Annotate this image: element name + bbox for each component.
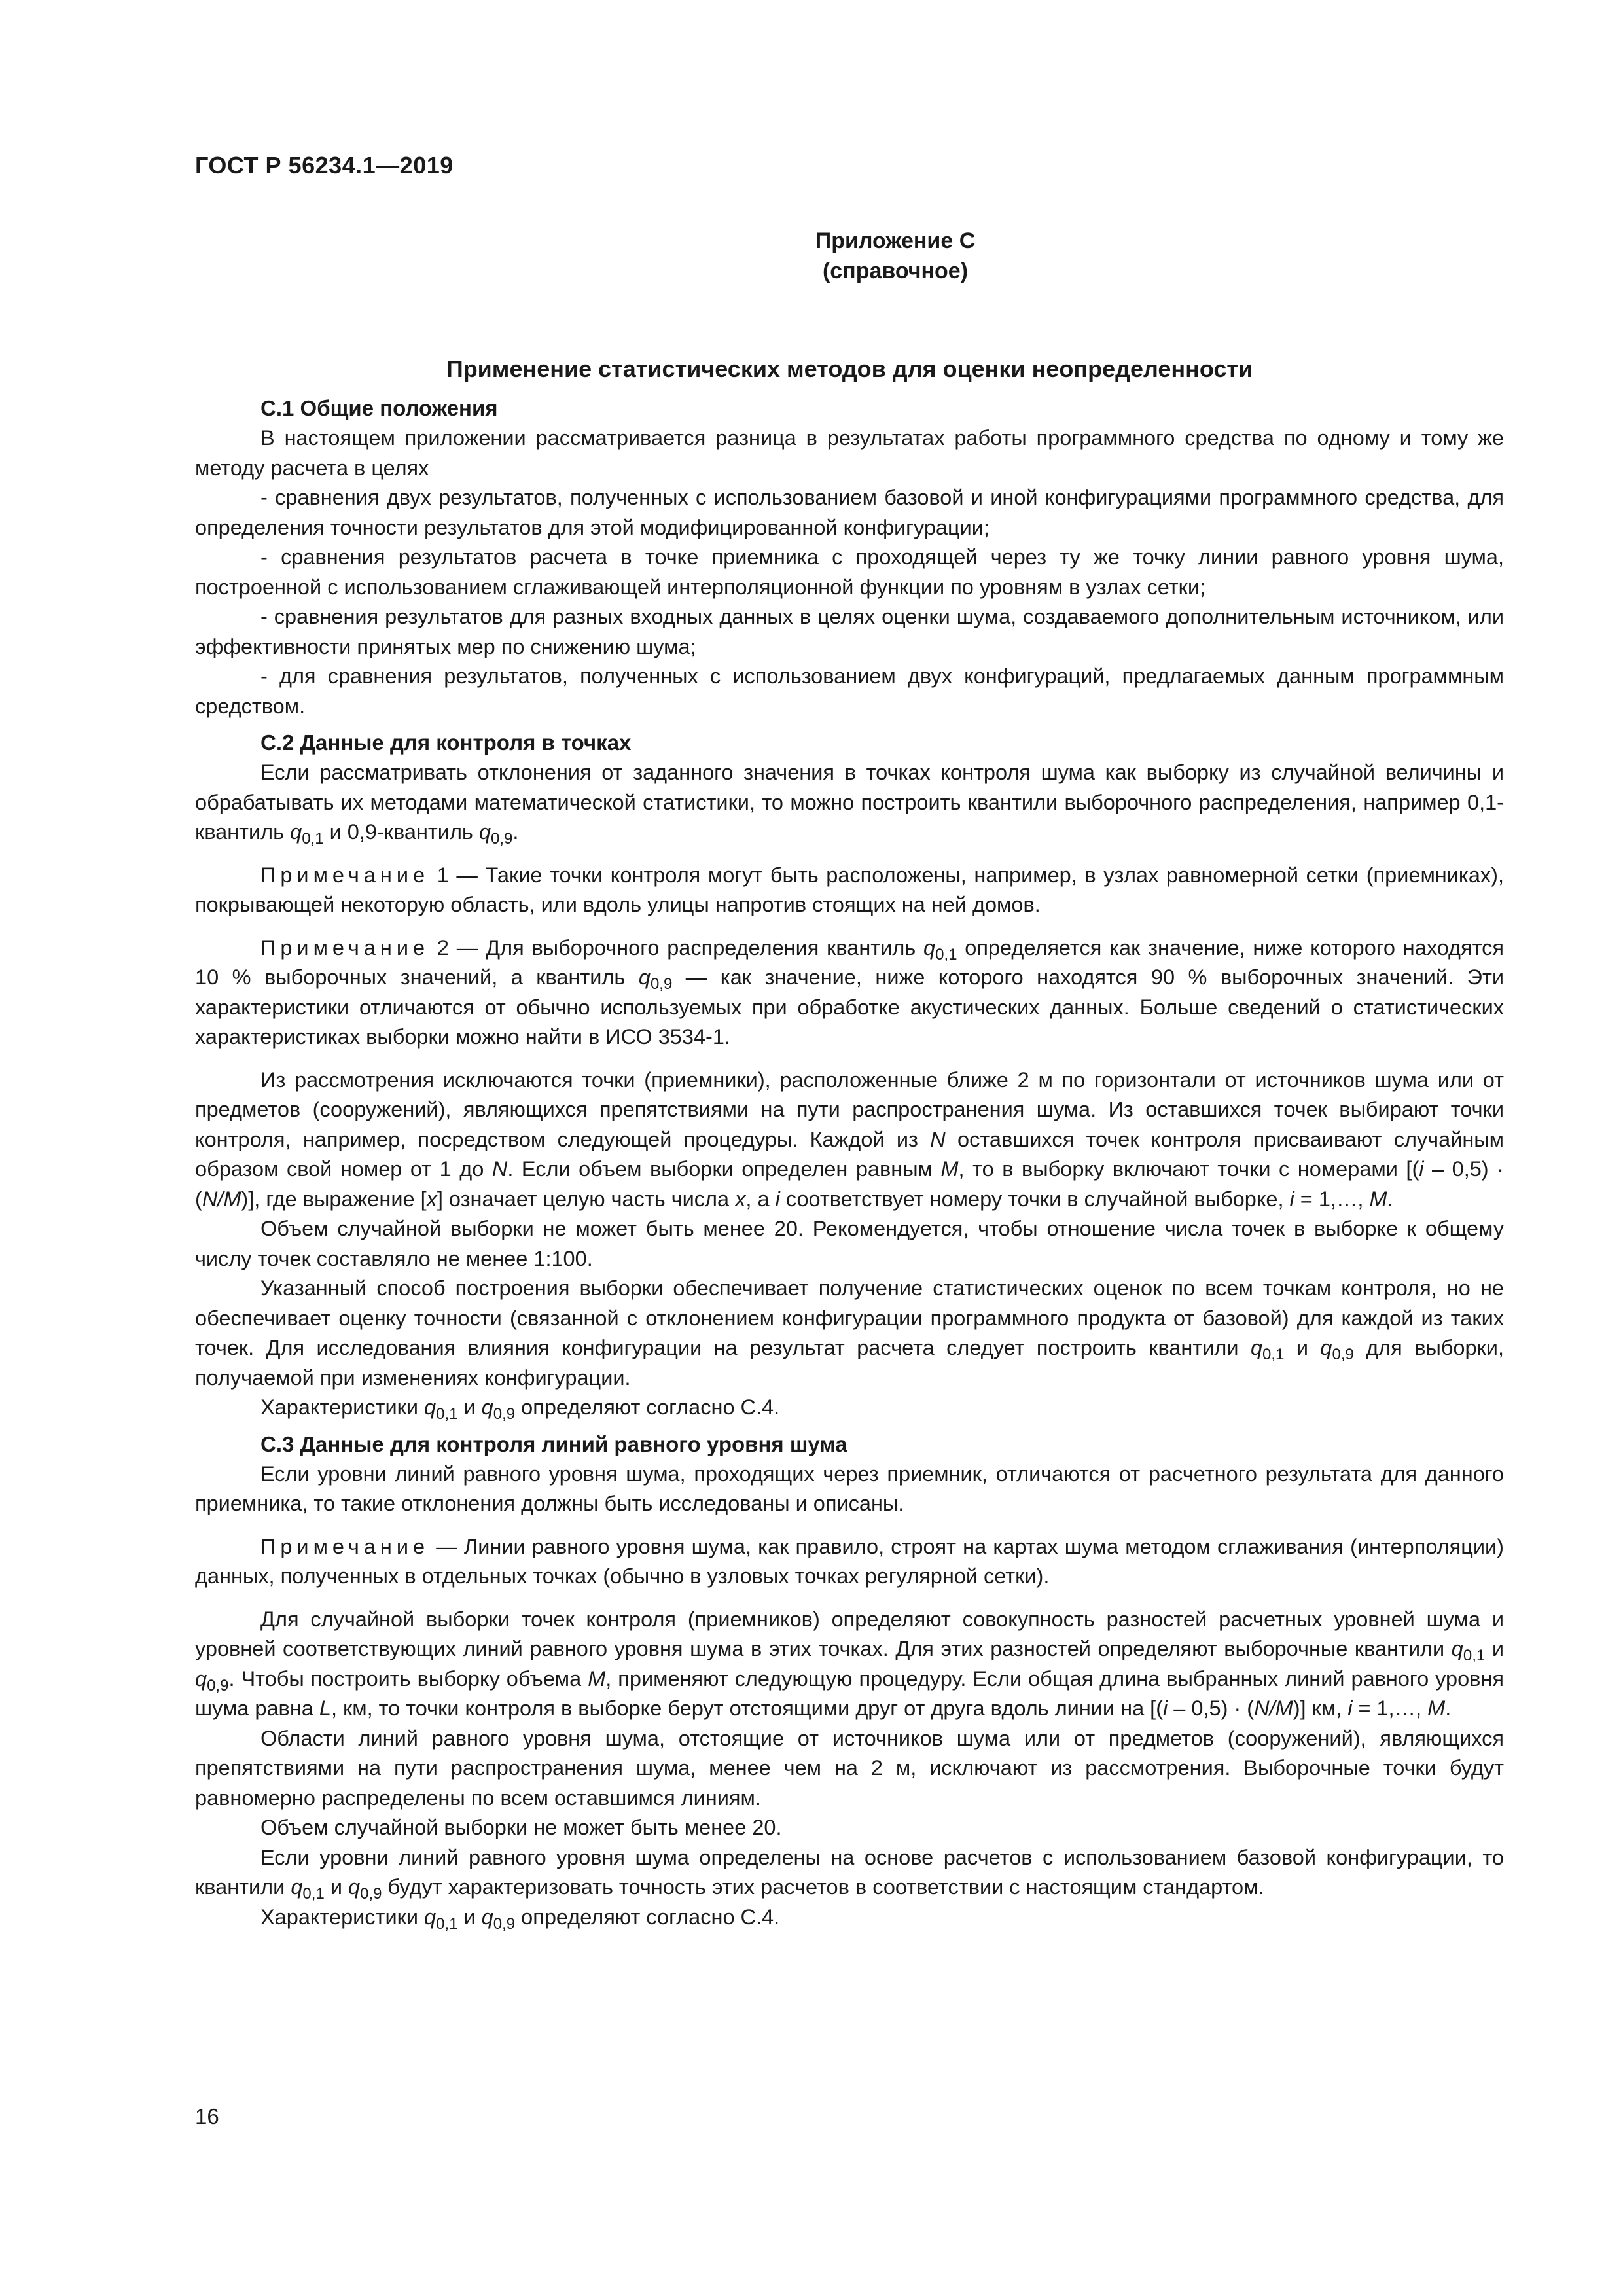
page-number: 16 [195,2104,219,2128]
section-c2-heading: С.2 Данные для контроля в точках [260,730,632,755]
c2-note-2: Примечание 2 — Для выборочного распределения квантиль $q_{0,1}$ определяется как значение, ниже которого находятся 10 % выборочных значений, а квантиль $q_{0,9}$ — как значение, ниже которого находятся 90 % выборочных значений. Эти характеристики отличаются от обычно используемых при обработке акустических данных. Больше сведений о статистических характеристиках выборки можно найти в ИСО 3534-1. [195,935,1504,1049]
c2-paragraph-3: Объем случайной выборки не может быть менее 20. Рекомендуется, чтобы отношение числа точек в выборке к общему числу точек составляло не менее 1:100. [195,1217,1504,1270]
c3-paragraph-6: Характеристики $q_{0,1}$ и $q_{0,9}$ определяют согласно С.4. [260,1905,780,1933]
c1-list-item: - сравнения двух результатов, полученных с использованием базовой и иной конфигурациями программного средства, для определения точности результатов для этой модифицированной конфигурации; [195,486,1504,539]
page-content [195,226,1504,1932]
document-page [195,0,1504,2296]
c1-paragraph: В настоящем приложении рассматривается разница в результатах работы программного средства по одному и тому же методу расчета в целях [195,426,1504,480]
c1-list-item: - для сравнения результатов, полученных с использованием двух конфигураций, предлагаемых данным программным средством. [195,664,1504,718]
c2-note-1: Примечание 1 — Такие точки контроля могут быть расположены, например, в узлах равномерной сетки (приемниках), покрывающей некоторую область, или вдоль улицы напротив стоящих на ней домов. [195,863,1505,916]
c3-paragraph-4: Объем случайной выборки не может быть менее 20. [260,1816,782,1839]
appendix-title [287,226,1504,286]
c1-list-item: - сравнения результатов для разных входных данных в целях оценки шума, создаваемого дополнительным источником, или эффективности принятых мер по снижению шума; [195,605,1504,658]
document-designation: ГОСТ Р 56234.1—2019 [195,152,454,179]
c2-paragraph-1: Если рассматривать отклонения от заданного значения в точках контроля шума как выборку из случайной величины и обрабатывать их методами математической статистики, то можно построить квантили выборочного распределения, например 0,1-квантиль $q_{0,1}$ и 0,9-квантиль $q_{0,9}$. [195,761,1504,848]
c2-paragraph-4: Указанный способ построения выборки обеспечивает получение статистических оценок по всем точкам контроля, но не обеспечивает оценку точности (связанной с отклонением конфигурации программного продукта от базовой) для каждой из таких точек. Для исследования влияния конфигурации на результат расчета следует построить квантили $q_{0,1}$ и $q_{0,9}$ для выборки, получаемой при изменениях конфигурации. [195,1276,1504,1390]
c3-note: Примечание — Линии равного уровня шума, как правило, строят на картах шума методом сглаживания (интерполяции) данных, полученных в отдельных точках (обычно в узловых точках регулярной сетки). [195,1534,1504,1588]
c2-paragraph-5: Характеристики $q_{0,1}$ и $q_{0,9}$ определяют согласно С.4. [260,1395,780,1423]
c3-paragraph-3: Области линий равного уровня шума, отстоящие от источников шума или от предметов (сооружений), являющихся препятствиями на пути распространения шума, менее чем на 2 м, исключают из рассмотрения. Выборочные точки будут равномерно распределены по всем оставшимся линиям. [195,1726,1504,1810]
main-title: Применение статистических методов для оценки неопределенности [446,355,1253,382]
c3-paragraph-5: Если уровни линий равного уровня шума определены на основе расчетов с использованием базовой конфигурации, то квантили $q_{0,1}$ и $q_{0,9}$ будут характеризовать точность этих расчетов в соответствии с настоящим стандартом. [195,1845,1504,1903]
c2-paragraph-2: Из рассмотрения исключаются точки (приемники), расположенные ближе 2 м по горизонтали от источников шума или от предметов (сооружений), являющихся препятствиями на пути распространения шума. Из оставшихся точек выбирают точки контроля, например, посредством следующей процедуры. Каждой из N оставшихся точек контроля присваивают случайным образом свой номер от 1 до N. Если объем выборки определен равным M, то в выборку включают точки с номерами [(i – 0,5) · (N/M)], где выражение [x] означает целую часть числа x, а i соответствует номеру точки в случайной выборке, i = 1,…, M. [195,1067,1504,1211]
c3-paragraph-2: Для случайной выборки точек контроля (приемников) определяют совокупность разностей расчетных уровней шума и уровней соответствующих линий равного уровня шума в этих точках. Для этих разностей определяют выборочные квантили $q_{0,1}$ и $q_{0,9}$. Чтобы построить выборку объема M, применяют следующую процедуру. Если общая длина выбранных линий равного уровня шума равна L, км, то точки контроля в выборке берут отстоящими друг от друга вдоль линии на [(i – 0,5) · (N/M)] км, i = 1,…, M. [195,1607,1504,1720]
section-c3-heading: С.3 Данные для контроля линий равного уровня шума [260,1431,847,1456]
appendix-label: Приложение С [815,228,976,253]
c1-list-item: - сравнения результатов расчета в точке приемника с проходящей через ту же точку линии равного уровня шума, построенной с использованием сглаживающей интерполяционной функции по уровням в узлах сетки; [195,545,1504,599]
section-c1-heading: С.1 Общие положения [260,396,498,420]
c3-paragraph-1: Если уровни линий равного уровня шума, проходящих через приемник, отличаются от расчетного результата для данного приемника, то такие отклонения должны быть исследованы и описаны. [195,1462,1504,1515]
appendix-status: (справочное) [822,259,969,283]
